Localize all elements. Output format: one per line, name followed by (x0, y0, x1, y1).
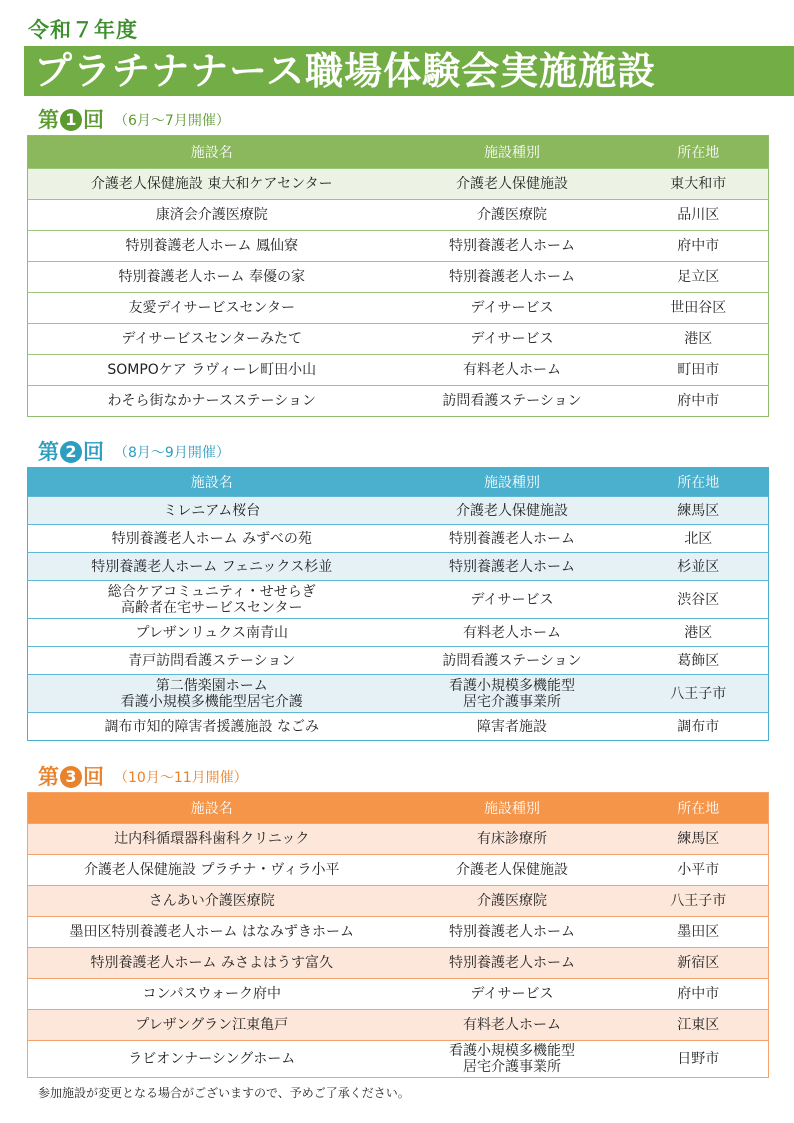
session-suffix: 回 (83, 108, 104, 132)
table-row (28, 824, 769, 855)
column-header-type: 施設種別 (396, 793, 629, 824)
session-3-table (27, 792, 769, 1078)
session-2-table (27, 467, 769, 741)
facility-location: 渋谷区 (629, 581, 769, 619)
facility-type: 有料老人ホーム (396, 355, 629, 386)
facility-type: 特別養護老人ホーム (396, 553, 629, 581)
facility-name: プレザングラン江東亀戸 (28, 1010, 396, 1041)
facility-type: 有床診療所 (396, 824, 629, 855)
facility-name: 介護老人保健施設 東大和ケアセンター (28, 169, 396, 200)
session-number-badge: 2 (60, 441, 82, 463)
table-row (28, 619, 769, 647)
table-row (28, 553, 769, 581)
facility-location: 港区 (629, 619, 769, 647)
facility-location: 町田市 (629, 355, 769, 386)
session-3-heading (38, 761, 248, 791)
facility-type: 訪問看護ステーション (396, 386, 629, 417)
table-row (28, 386, 769, 417)
table-row (28, 169, 769, 200)
facility-type: 介護医療院 (396, 200, 629, 231)
facility-type (396, 675, 629, 713)
session-number-badge: 1 (60, 109, 82, 131)
table-row (28, 855, 769, 886)
facility-name: 特別養護老人ホーム 鳳仙寮 (28, 231, 396, 262)
facility-location: 練馬区 (629, 497, 769, 525)
facility-type: 障害者施設 (396, 713, 629, 741)
table-header-row (28, 136, 769, 169)
facility-type: 特別養護老人ホーム (396, 262, 629, 293)
facility-type-line: 看護小規模多機能型 (449, 677, 575, 694)
facility-type: 特別養護老人ホーム (396, 231, 629, 262)
table-row (28, 886, 769, 917)
facility-type: 有料老人ホーム (396, 619, 629, 647)
facility-type: デイサービス (396, 979, 629, 1010)
facility-type: デイサービス (396, 324, 629, 355)
table-row (28, 355, 769, 386)
facility-type: 介護老人保健施設 (396, 169, 629, 200)
table-row (28, 1010, 769, 1041)
column-header-name: 施設名 (28, 793, 396, 824)
facility-name-line: 総合ケアコミュニティ・せせらぎ (107, 583, 316, 600)
facility-name (28, 675, 396, 713)
table-row (28, 200, 769, 231)
table-row (28, 675, 769, 713)
session-1-heading (38, 104, 230, 134)
facility-name: 調布市知的障害者援護施設 なごみ (28, 713, 396, 741)
table-header-row (28, 468, 769, 497)
session-prefix: 第 (38, 108, 59, 132)
facility-name (28, 581, 396, 619)
facility-name-line: 高齢者在宅サービスセンター (121, 599, 303, 616)
facility-location: 品川区 (629, 200, 769, 231)
facility-location: 世田谷区 (629, 293, 769, 324)
session-number-badge: 3 (60, 766, 82, 788)
footer-note: 参加施設が変更となる場合がございますので、予めご了承ください。 (38, 1086, 410, 1100)
facility-name: 特別養護老人ホーム みさよはうす富久 (28, 948, 396, 979)
table-header-row (28, 793, 769, 824)
session-prefix: 第 (38, 765, 59, 789)
facility-location: 日野市 (629, 1041, 769, 1078)
facility-type: 介護老人保健施設 (396, 855, 629, 886)
facility-name: さんあい介護医療院 (28, 886, 396, 917)
facility-name: 青戸訪問看護ステーション (28, 647, 396, 675)
fiscal-year: 令和７年度 (28, 18, 138, 42)
facility-type-line: 居宅介護事業所 (463, 693, 561, 710)
facility-type: 特別養護老人ホーム (396, 948, 629, 979)
facility-name: 友愛デイサービスセンター (28, 293, 396, 324)
session-period: （6月～7月開催） (114, 113, 230, 129)
facility-name: プレザンリュクス南青山 (28, 619, 396, 647)
column-header-name: 施設名 (28, 136, 396, 169)
facility-location: 東大和市 (629, 169, 769, 200)
facility-location: 墨田区 (629, 917, 769, 948)
facility-location: 練馬区 (629, 824, 769, 855)
table-row (28, 581, 769, 619)
facility-type: デイサービス (396, 293, 629, 324)
session-period: （10月～11月開催） (114, 770, 248, 786)
facility-location: 小平市 (629, 855, 769, 886)
facility-location: 杉並区 (629, 553, 769, 581)
table-row (28, 262, 769, 293)
facility-location: 新宿区 (629, 948, 769, 979)
facility-name: 特別養護老人ホーム フェニックス杉並 (28, 553, 396, 581)
facility-name-line: 看護小規模多機能型居宅介護 (120, 693, 303, 710)
facility-name: 特別養護老人ホーム みずべの苑 (28, 525, 396, 553)
facility-name: コンパスウォーク府中 (28, 979, 396, 1010)
facility-name-line: 第二偕楽園ホーム (155, 677, 268, 694)
facility-location: 葛飾区 (629, 647, 769, 675)
table-row (28, 917, 769, 948)
table-row (28, 647, 769, 675)
facility-name: 特別養護老人ホーム 奉優の家 (28, 262, 396, 293)
facility-name: 介護老人保健施設 プラチナ・ヴィラ小平 (28, 855, 396, 886)
table-row (28, 979, 769, 1010)
table-row (28, 713, 769, 741)
session-period: （8月～9月開催） (114, 445, 230, 461)
facility-type: 特別養護老人ホーム (396, 917, 629, 948)
facility-location: 江東区 (629, 1010, 769, 1041)
facility-location: 北区 (629, 525, 769, 553)
facility-name: わそら街なかナースステーション (28, 386, 396, 417)
table-row (28, 497, 769, 525)
table-row (28, 231, 769, 262)
session-suffix: 回 (83, 440, 104, 464)
facility-location: 府中市 (629, 231, 769, 262)
facility-type: デイサービス (396, 581, 629, 619)
facility-location: 足立区 (629, 262, 769, 293)
column-header-type: 施設種別 (396, 468, 629, 497)
session-prefix: 第 (38, 440, 59, 464)
table-row (28, 293, 769, 324)
page-title: プラチナナース職場体験会実施施設 (24, 46, 794, 96)
column-header-location: 所在地 (629, 136, 769, 169)
table-row (28, 948, 769, 979)
facility-name: デイサービスセンターみたて (28, 324, 396, 355)
facility-name: 康済会介護医療院 (28, 200, 396, 231)
facility-type: 有料老人ホーム (396, 1010, 629, 1041)
column-header-location: 所在地 (629, 468, 769, 497)
facility-type: 介護医療院 (396, 886, 629, 917)
facility-name: SOMPOケア ラヴィーレ町田小山 (28, 355, 396, 386)
session-2-heading (38, 436, 230, 466)
facility-name: ラビオンナーシングホーム (28, 1041, 396, 1078)
facility-type (396, 1041, 629, 1078)
facility-location: 調布市 (629, 713, 769, 741)
column-header-name: 施設名 (28, 468, 396, 497)
facility-type-line: 看護小規模多機能型 (449, 1043, 575, 1059)
facility-type-line: 居宅介護事業所 (463, 1059, 561, 1075)
facility-name: ミレニアム桜台 (28, 497, 396, 525)
facility-type: 介護老人保健施設 (396, 497, 629, 525)
facility-location: 府中市 (629, 386, 769, 417)
facility-name: 辻内科循環器科歯科クリニック (28, 824, 396, 855)
session-1-table (27, 135, 769, 417)
facility-name: 墨田区特別養護老人ホーム はなみずきホーム (28, 917, 396, 948)
table-row (28, 324, 769, 355)
facility-type: 特別養護老人ホーム (396, 525, 629, 553)
column-header-type: 施設種別 (396, 136, 629, 169)
facility-location: 港区 (629, 324, 769, 355)
column-header-location: 所在地 (629, 793, 769, 824)
facility-location: 八王子市 (629, 675, 769, 713)
session-suffix: 回 (83, 765, 104, 789)
table-row (28, 1041, 769, 1078)
table-row (28, 525, 769, 553)
facility-location: 府中市 (629, 979, 769, 1010)
facility-type: 訪問看護ステーション (396, 647, 629, 675)
facility-location: 八王子市 (629, 886, 769, 917)
